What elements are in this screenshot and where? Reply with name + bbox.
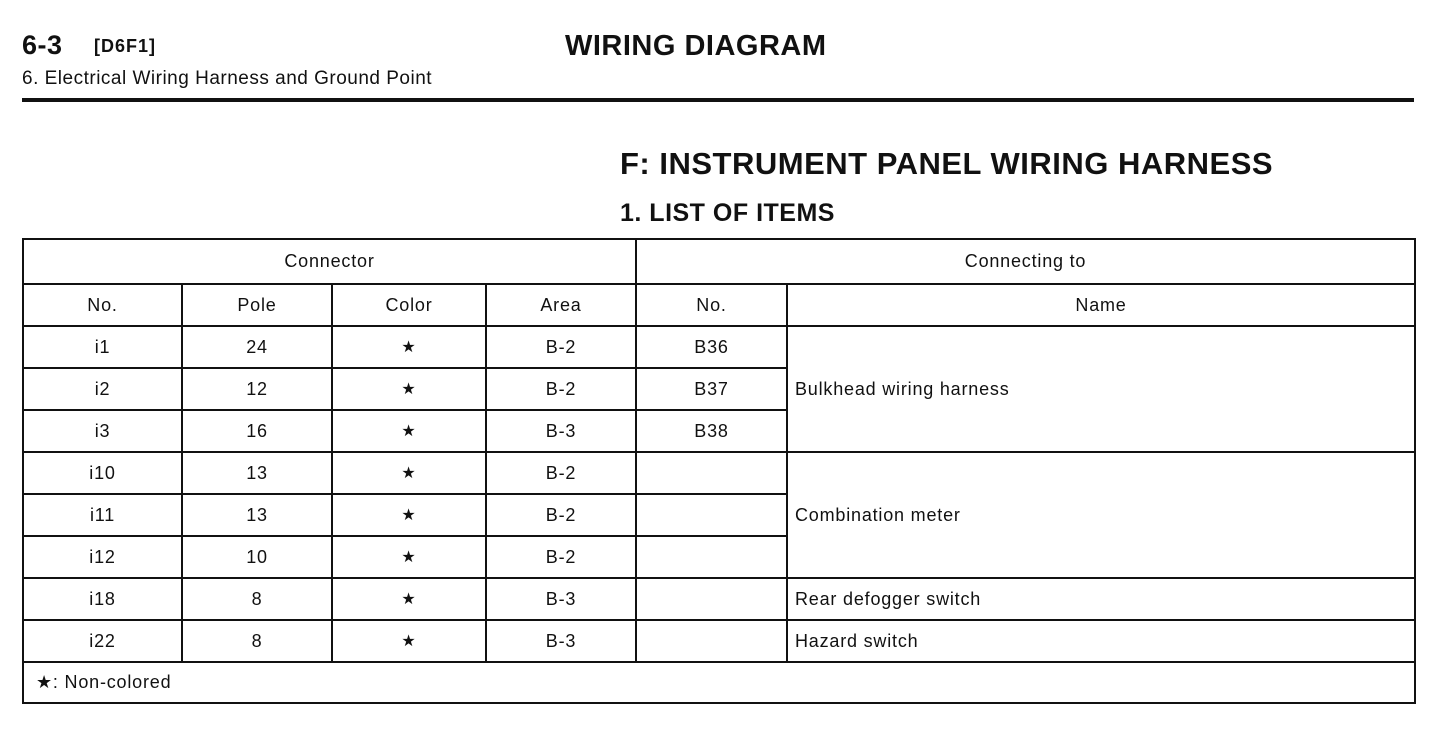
- pole-count: 8: [182, 578, 332, 620]
- pole-count: 16: [182, 410, 332, 452]
- col-header-pole: Pole: [182, 284, 332, 326]
- color-star: ★: [332, 494, 486, 536]
- pole-count: 12: [182, 368, 332, 410]
- connector-group-header: Connector: [23, 239, 636, 284]
- area: B-2: [486, 326, 636, 368]
- connecting-no: [636, 494, 787, 536]
- connecting-no: [636, 578, 787, 620]
- color-star: ★: [332, 536, 486, 578]
- connector-no: i12: [23, 536, 182, 578]
- connecting-no: B38: [636, 410, 787, 452]
- connector-no: i22: [23, 620, 182, 662]
- connecting-name: Bulkhead wiring harness: [787, 326, 1415, 452]
- connecting-name: Hazard switch: [787, 620, 1415, 662]
- footnote-row: [23, 662, 1415, 703]
- col-header-color: Color: [332, 284, 486, 326]
- area: B-2: [486, 368, 636, 410]
- connector-no: i2: [23, 368, 182, 410]
- header-rule: [22, 98, 1414, 102]
- connecting-no: [636, 536, 787, 578]
- connector-no: i3: [23, 410, 182, 452]
- connecting-no: [636, 620, 787, 662]
- area: B-2: [486, 494, 636, 536]
- color-star: ★: [332, 326, 486, 368]
- pole-count: 13: [182, 494, 332, 536]
- table-row: [23, 578, 1415, 620]
- table-row: [23, 326, 1415, 368]
- page-title: WIRING DIAGRAM: [565, 30, 827, 62]
- connecting-name: Rear defogger switch: [787, 578, 1415, 620]
- items-table: [22, 238, 1416, 704]
- pole-count: 24: [182, 326, 332, 368]
- column-header-row: [23, 284, 1415, 326]
- area: B-3: [486, 410, 636, 452]
- color-star: ★: [332, 620, 486, 662]
- col-header-conn-no: No.: [636, 284, 787, 326]
- footnote: ★: Non-colored: [23, 662, 1415, 703]
- page-code: [D6F1]: [94, 36, 157, 56]
- pole-count: 8: [182, 620, 332, 662]
- connector-no: i11: [23, 494, 182, 536]
- col-header-name: Name: [787, 284, 1415, 326]
- list-title: 1. LIST OF ITEMS: [620, 199, 835, 227]
- connecting-to-group-header: Connecting to: [636, 239, 1415, 284]
- connecting-no: B36: [636, 326, 787, 368]
- pole-count: 13: [182, 452, 332, 494]
- table-row: [23, 452, 1415, 494]
- section-title: F: INSTRUMENT PANEL WIRING HARNESS: [620, 146, 1274, 181]
- color-star: ★: [332, 452, 486, 494]
- color-star: ★: [332, 578, 486, 620]
- area: B-2: [486, 536, 636, 578]
- pole-count: 10: [182, 536, 332, 578]
- connecting-name: Combination meter: [787, 452, 1415, 578]
- area: B-3: [486, 578, 636, 620]
- connector-no: i1: [23, 326, 182, 368]
- group-header-row: [23, 239, 1415, 284]
- page-number: 6-3: [22, 30, 63, 60]
- connecting-no: [636, 452, 787, 494]
- col-header-area: Area: [486, 284, 636, 326]
- connector-no: i18: [23, 578, 182, 620]
- page-subtitle: 6. Electrical Wiring Harness and Ground Point: [22, 68, 433, 89]
- area: B-3: [486, 620, 636, 662]
- connecting-no: B37: [636, 368, 787, 410]
- color-star: ★: [332, 368, 486, 410]
- col-header-no: No.: [23, 284, 182, 326]
- area: B-2: [486, 452, 636, 494]
- connector-no: i10: [23, 452, 182, 494]
- table-row: [23, 620, 1415, 662]
- color-star: ★: [332, 410, 486, 452]
